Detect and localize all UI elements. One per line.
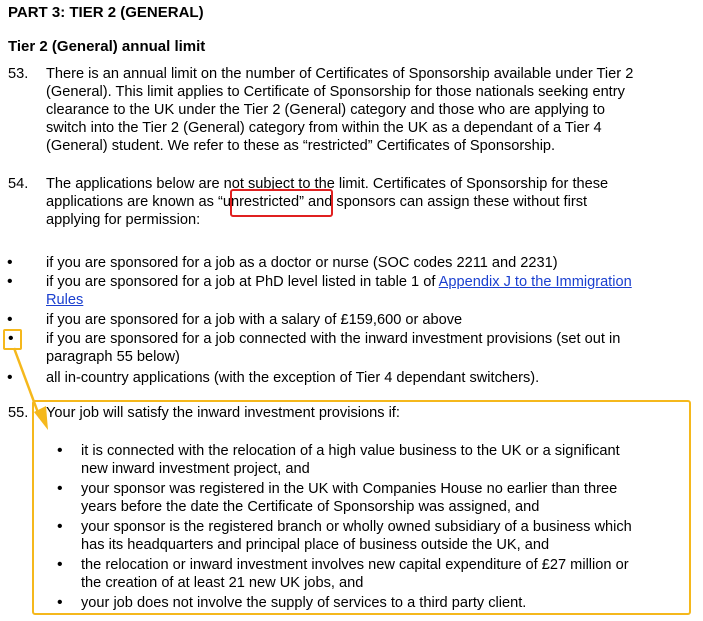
item-3-marker: • (57, 518, 63, 535)
bullet-1-text: if you are sponsored for a job as a doctor or nurse (SOC codes 2211 and 2231) (46, 255, 558, 271)
bullet-2-marker: • (7, 273, 13, 290)
para-53-line-4: switch into the Tier 2 (General) category from within the UK as a dependant of a Tier 4 (46, 120, 602, 136)
bullet-4-text-line-2: paragraph 55 below) (46, 349, 180, 365)
appendix-j-link[interactable]: Appendix J to the Immigration (438, 274, 632, 290)
para-54-number: 54. (8, 176, 29, 192)
bullet-4-marker: • (8, 330, 14, 347)
para-53-line-2: (General). This limit applies to Certificate of Sponsorship for those nationals seeking entry (46, 84, 625, 100)
bullet-5-marker: • (7, 369, 13, 386)
para-54-line-1: The applications below are not subject to the limit. Certificates of Sponsorship for these (46, 176, 609, 192)
para-54-line-3: applying for permission: (46, 212, 201, 228)
para-55-number: 55. (8, 405, 29, 421)
bullet-3-text: if you are sponsored for a job with a salary of £159,600 or above (46, 312, 463, 328)
item-1-marker: • (57, 442, 63, 459)
unrestricted-term: “unrestricted” (217, 194, 304, 210)
bullet-2-text-cont (46, 291, 83, 309)
item-4-line-1: the relocation or inward investment involves new capital expenditure of £27 million or (81, 557, 629, 573)
para-54-line-2-after: and sponsors can assign these without first (303, 194, 588, 210)
item-5-marker: • (57, 594, 63, 611)
para-53-line-3: clearance to the UK under the Tier 2 (General) category and those who are applying to (46, 102, 605, 118)
appendix-j-link-cont[interactable]: Rules (46, 292, 84, 308)
para-53-line-1: There is an annual limit on the number of Certificates of Sponsorship available under Tier 2 (46, 66, 634, 82)
item-1-line-1: it is connected with the relocation of a high value business to the UK or a significant (81, 443, 620, 459)
item-3-line-1: your sponsor is the registered branch or wholly owned subsidiary of a business which (81, 519, 632, 535)
bullet-4-text-line-1: if you are sponsored for a job connected with the inward investment provisions (set out in (46, 331, 621, 347)
para-55-intro: Your job will satisfy the inward investment provisions if: (46, 405, 400, 421)
bullet-5-text: all in-country applications (with the exception of Tier 4 dependant switchers). (46, 370, 540, 386)
item-4-marker: • (57, 556, 63, 573)
bullet-1-marker: • (7, 254, 13, 271)
bullet-2-text (46, 273, 632, 291)
item-2-line-1: your sponsor was registered in the UK with Companies House no earlier than three (81, 481, 618, 497)
bullet-2-text-before: if you are sponsored for a job at PhD level listed in table 1 of (46, 274, 439, 290)
item-2-marker: • (57, 480, 63, 497)
para-53-number: 53. (8, 66, 29, 82)
section-subheading: Tier 2 (General) annual limit (8, 38, 206, 55)
para-54-line-2-before: applications are known as (46, 194, 218, 210)
item-2-line-2: years before the date the Certificate of Sponsorship was assigned, and (81, 499, 540, 515)
item-3-line-2: has its headquarters and principal place of business outside the UK, and (81, 537, 550, 553)
item-4-line-2: the creation of at least 21 new UK jobs, and (81, 575, 364, 591)
item-5-line-1: your job does not involve the supply of services to a third party client. (81, 595, 527, 611)
para-53-line-5: (General) student. We refer to these as “restricted” Certificates of Sponsorship. (46, 138, 556, 154)
part-heading: PART 3: TIER 2 (GENERAL) (8, 4, 204, 21)
unrestricted-highlight-box (230, 189, 333, 217)
bullet-3-marker: • (7, 311, 13, 328)
item-1-line-2: new inward investment project, and (81, 461, 310, 477)
